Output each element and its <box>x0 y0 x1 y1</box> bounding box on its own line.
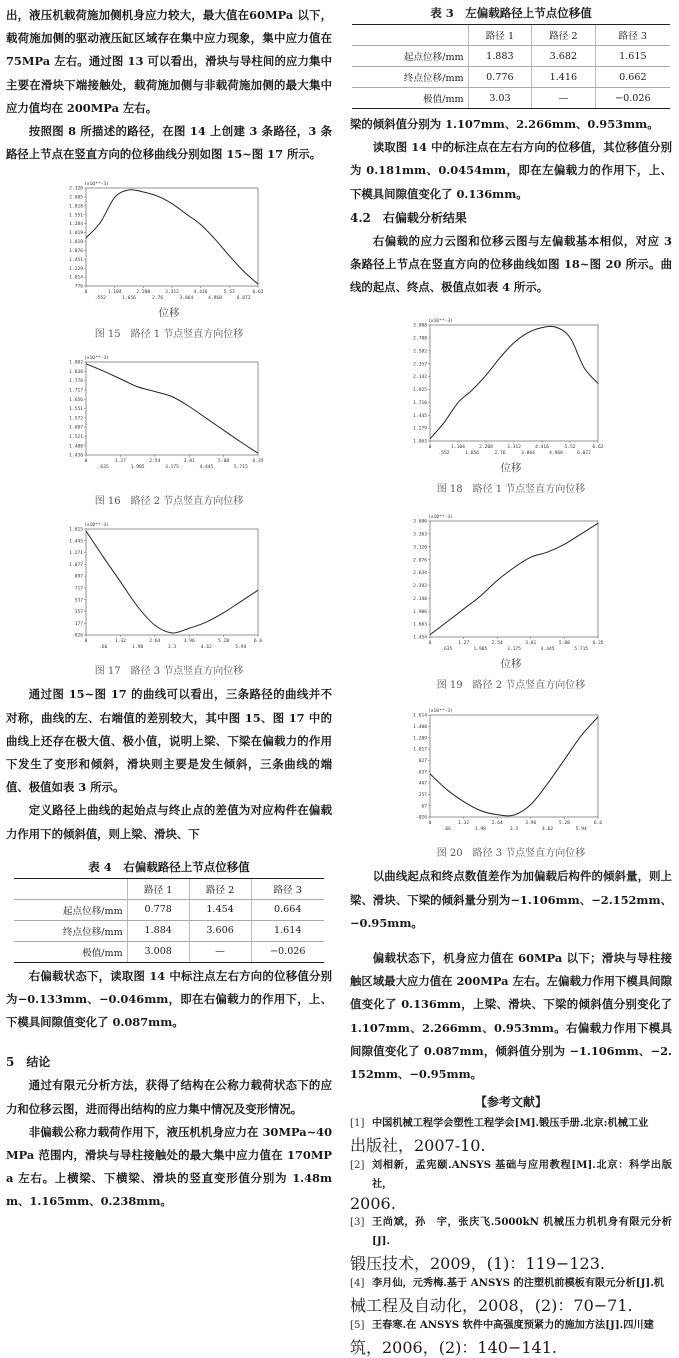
table-row <box>14 941 324 962</box>
x-tick-label: 5.28 <box>558 821 570 827</box>
table3-header-cell: 路径 3 <box>595 25 670 46</box>
table-cell: 起点位移/mm <box>14 899 127 920</box>
x-tick-label: 5.08 <box>218 459 230 465</box>
y-tick-label: 1.521 <box>69 435 83 441</box>
y-tick-label: 1.615 <box>69 528 83 534</box>
table-row <box>352 67 670 88</box>
plot-frame <box>430 521 598 637</box>
table4-header-cell: 路径 2 <box>189 878 251 899</box>
table-cell: 0.778 <box>127 899 189 920</box>
reference-item <box>350 1114 672 1156</box>
y-tick-label: 3.120 <box>413 545 427 551</box>
y-tick-label: 637 <box>418 770 427 776</box>
x-tick-label: 4.968 <box>549 451 563 457</box>
figure-19 <box>350 509 672 693</box>
x-tick-label: 2.54 <box>149 459 161 465</box>
table-cell: 0.776 <box>468 67 531 88</box>
x-tick-label: 1.32 <box>458 821 470 827</box>
reference-number: [3] <box>350 1217 365 1229</box>
y-tick-label: 2.085 <box>69 195 83 201</box>
table-cell: 3.03 <box>468 88 531 109</box>
y-tick-label: 1.710 <box>413 401 427 407</box>
reference-text-cont: 2006. <box>350 1194 396 1214</box>
table-cell: 1.454 <box>189 899 251 920</box>
table4-header-cell: 路径 3 <box>251 878 324 899</box>
x-tick-label: 3.312 <box>507 445 521 451</box>
series-line <box>430 717 598 816</box>
series-line <box>430 524 598 636</box>
paragraph-r1: 梁的倾斜值分别为 1.107mm、2.266mm、0.953mm。 <box>350 117 659 131</box>
table-cell: 终点位移/mm <box>352 67 468 88</box>
x-tick-label: 4.416 <box>535 445 549 451</box>
y-tick-label: 1.408 <box>413 725 427 731</box>
y-tick-label: 1.656 <box>69 398 83 404</box>
x-tick-label: 4.416 <box>193 290 208 296</box>
table-row <box>352 88 670 109</box>
y-tick-label: 2.148 <box>413 597 427 603</box>
x-tick-label: 6.6 <box>253 639 263 645</box>
y-tick-label: 1.663 <box>413 623 427 629</box>
x-tick-label: 3.175 <box>507 647 521 653</box>
x-tick-label: 5.52 <box>564 445 576 451</box>
reference-item <box>350 1274 672 1316</box>
axis-unit-label: (x10**-3) <box>84 182 109 188</box>
y-tick-label: 1.614 <box>413 714 427 720</box>
y-tick-label: 1.838 <box>69 370 83 376</box>
reference-text-cont: 械工程及自动化，2008，(2)：70−71. <box>350 1296 633 1316</box>
table-3 <box>352 24 670 109</box>
y-tick-label: 2.320 <box>69 187 83 193</box>
plot-frame <box>86 188 258 286</box>
y-tick-label: 897 <box>74 575 83 581</box>
y-tick-label: 537 <box>74 598 83 604</box>
x-tick-label: 5.715 <box>574 647 589 653</box>
table-cell: 起点位移/mm <box>352 46 468 67</box>
x-tick-label: 5.715 <box>233 465 248 471</box>
y-tick-label: 1.445 <box>69 539 83 545</box>
left-column <box>6 0 332 1214</box>
reference-text: 中国机械工程学会塑性工程学会[M].锻压手册.北京:机械工业 <box>372 1117 649 1130</box>
paragraph-intro-2: 按照图 8 所描述的路径，在图 14 上创建 3 条路径，3 条路径上节点在竖直方向的位移曲线分别如图 15~图 17 所示。 <box>6 124 332 162</box>
table-cell: 1.615 <box>595 46 670 67</box>
y-tick-label: 717 <box>74 586 83 592</box>
reference-text-cont: 出版社，2007-10. <box>350 1136 486 1156</box>
figure-20 <box>350 703 672 861</box>
x-tick-label: 3.312 <box>165 290 179 296</box>
plot-frame <box>86 362 258 455</box>
series-line <box>430 327 598 439</box>
reference-text: 刘相新，孟宪颐.ANSYS 基础与应用教程[M].北京：科学出版社， <box>372 1159 672 1191</box>
y-tick-label: 1.284 <box>69 222 83 228</box>
y-tick-label: 1.572 <box>69 416 83 422</box>
paragraph-r2: 读取图 14 中的标注点在左右方向的位移值，其位移值分别为 0.181mm、0.0454mm，即在左偏载力的作用下，上、下模具间隙值变化了 0.136mm。 <box>350 140 672 201</box>
references-list <box>350 1114 672 1358</box>
x-tick-label: 1.98 <box>474 827 486 833</box>
x-tick-label: 5.28 <box>218 639 230 645</box>
table-cell: −0.026 <box>251 941 324 962</box>
reference-text-cont: 筑，2006，(2)：140−141. <box>350 1338 557 1358</box>
x-tick-label: 3.175 <box>165 465 179 471</box>
x-tick-label: 1.656 <box>122 296 136 302</box>
y-tick-label: 1.906 <box>413 610 427 616</box>
table-cell: 1.614 <box>251 920 324 941</box>
table-cell: 0.662 <box>595 67 670 88</box>
y-tick-label: 1.014 <box>69 276 83 282</box>
section-5-heading: 5 结论 <box>6 1055 51 1070</box>
reference-item <box>350 1316 672 1358</box>
y-tick-label: 3.606 <box>413 520 427 526</box>
x-tick-label: 1.104 <box>107 290 122 296</box>
reference-text: 李月仙，元秀梅.基于 ANSYS 的注塑机前模板有限元分析[J].机 <box>372 1277 664 1290</box>
y-tick-label: 1.925 <box>413 388 427 394</box>
reference-text: 王尚斌，孙 宇，张庆飞.5000kN 机械压力机机身有限元分析[J]. <box>372 1216 672 1248</box>
y-tick-label: 827 <box>418 759 427 765</box>
table4-caption: 表 4 右偏载路径上节点位移值 <box>88 859 250 874</box>
reference-number: [2] <box>350 1160 365 1172</box>
table-cell: 极值/mm <box>14 941 127 962</box>
x-tick-label: 3.864 <box>521 451 535 457</box>
table-cell: 1.883 <box>468 46 531 67</box>
paragraph-conclusion-1: 通过有限元分析方法，获得了结构在公称力载荷状态下的应力和位移云图，进而得出结构的应力集中情况及变形情况。 <box>6 1078 332 1116</box>
fig18-xlabel: 位移 <box>500 462 522 475</box>
x-tick-label: 6.62 <box>252 290 264 296</box>
y-tick-label: 447 <box>418 782 427 788</box>
y-tick-label: 1.279 <box>413 427 427 433</box>
x-tick-label: 1.905 <box>473 647 488 653</box>
table-cell: −0.026 <box>595 88 670 109</box>
section-4-2-heading: 4.2 右偏载分析结果 <box>350 210 467 225</box>
y-tick-label: 1.607 <box>69 426 83 432</box>
x-tick-label: 2.64 <box>149 639 161 645</box>
y-tick-label: 1.271 <box>69 551 83 557</box>
table3-header-cell: 路径 1 <box>468 25 531 46</box>
x-tick-label: 3.864 <box>179 296 194 302</box>
right-column <box>350 0 672 1358</box>
figure-18 <box>350 313 672 497</box>
table-cell: — <box>189 941 251 962</box>
y-tick-label: 357 <box>74 610 83 616</box>
y-tick-label: 2.788 <box>413 336 427 342</box>
table-cell: 3.682 <box>532 46 595 67</box>
x-tick-label: 2.76 <box>494 451 506 457</box>
table-4 <box>14 878 324 963</box>
y-tick-label: 1.010 <box>69 240 83 246</box>
fig17-caption: 图 17 路径 3 节点竖直方向位移 <box>94 666 244 678</box>
x-tick-label: 0 <box>84 639 88 645</box>
plot-frame <box>430 715 598 817</box>
y-tick-label: 3.008 <box>413 324 427 330</box>
series-line <box>86 190 258 284</box>
x-tick-label: 5.94 <box>235 645 247 651</box>
table-cell: 3.008 <box>127 941 189 962</box>
axis-unit-label: (x10**-3) <box>428 709 453 715</box>
x-tick-label: 6.072 <box>577 451 591 457</box>
x-tick-label: 2.208 <box>479 445 493 451</box>
table-row <box>352 46 670 67</box>
fig15-caption: 图 15 路径 1 节点竖直方向位移 <box>94 329 244 341</box>
x-tick-label: 1.104 <box>451 445 465 451</box>
x-tick-label: .635 <box>97 465 109 471</box>
y-tick-label: 2.357 <box>413 362 427 368</box>
y-tick-label: 776 <box>74 285 83 291</box>
fig19-caption: 图 19 路径 2 节点竖直方向位移 <box>436 680 586 692</box>
y-tick-label: 1.876 <box>69 249 83 255</box>
chart-fig15 <box>6 176 332 306</box>
table-row <box>14 920 324 941</box>
paragraph-r5: 偏载状态下，机身应力值在 60MPa 以下；滑块与导柱接触区域最大应力值在 200MPa 左右。左偏载力作用下模具间隙值变化了 0.136mm，上梁、滑块、下梁的倾斜值分别变化了 1.107mm、2.266mm、0.953mm。右偏载力作用下模具间隙值变化了 0.087mm，倾斜值分别为 −1.106mm、−2.152mm、−0.95mm。 <box>350 951 672 1082</box>
y-tick-label: 2.142 <box>413 375 427 381</box>
table-cell: 1.416 <box>532 67 595 88</box>
y-tick-label: 257 <box>418 793 427 799</box>
y-tick-label: 1.551 <box>69 213 83 219</box>
x-tick-label: 0 <box>428 641 432 647</box>
table4-header-cell: 路径 1 <box>127 878 189 899</box>
figure-17 <box>6 517 332 679</box>
x-tick-label: 4.968 <box>208 296 222 302</box>
series-line <box>86 364 258 453</box>
x-tick-label: 5.08 <box>558 641 570 647</box>
series-line <box>86 531 258 633</box>
y-tick-label: 1.551 <box>69 407 83 413</box>
figure-15 <box>6 176 332 342</box>
table3-header-cell: 路径 2 <box>532 25 595 46</box>
y-tick-label: 1.063 <box>413 440 427 446</box>
x-tick-label: 2.208 <box>136 290 151 296</box>
x-tick-label: 5.94 <box>575 827 587 833</box>
table-cell: 3.606 <box>189 920 251 941</box>
chart-fig18 <box>350 313 672 461</box>
references-heading: 【参考文献】 <box>474 1095 547 1110</box>
x-tick-label: 3.3 <box>509 827 519 833</box>
x-tick-label: .552 <box>94 296 106 302</box>
reference-number: [4] <box>350 1278 365 1290</box>
table3-caption: 表 3 左偏载路径上节点位移值 <box>430 6 592 20</box>
y-tick-label: 1.488 <box>69 444 83 450</box>
x-tick-label: 1.656 <box>465 451 479 457</box>
reference-text: 王春寒.在 ANSYS 软件中高强度预紧力的施加方法[J].四川建 <box>372 1319 654 1332</box>
fig19-xlabel: 位移 <box>500 658 522 671</box>
y-tick-label: 1.445 <box>413 414 427 420</box>
fig20-caption: 图 20 路径 3 节点竖直方向位移 <box>436 848 586 860</box>
axis-unit-label: (x10**-3) <box>84 356 109 362</box>
y-tick-label: 1.454 <box>413 636 427 642</box>
x-tick-label: 0 <box>84 290 88 296</box>
table4-header-row <box>14 878 324 899</box>
y-tick-label: 1.818 <box>69 204 83 210</box>
paragraph-intro-1: 出，液压机载荷施加侧机身应力较大，最大值在60MPa 以下，载荷施加侧的驱动液压缸区域存在集中应力现象，集中应力值在 75MPa 左右。通过图 13 可以看出，滑块与导柱间的应力集中主要在滑块下端接触处，载荷施加侧与非载荷施加侧的最大集中应力值均在 200MPa 左右。 <box>6 8 332 115</box>
x-tick-label: 2.64 <box>491 821 503 827</box>
y-tick-label: 1.209 <box>413 736 427 742</box>
x-tick-label: 4.62 <box>200 645 212 651</box>
x-tick-label: 4.445 <box>540 647 555 653</box>
x-tick-label: 0 <box>428 445 432 451</box>
y-tick-label: 1.882 <box>69 361 83 367</box>
reference-item <box>350 1156 672 1213</box>
paragraph-mid-1: 通过图 15~图 17 的曲线可以看出，三条路径的曲线并不对称，曲线的左、右端值的差别较大，其中图 15、图 17 中的曲线上还存在极大值、极小值，说明上梁、下梁在偏载力的作用下发生了变形和倾斜，滑块则主要是发生倾斜，三条曲线的端值、极值如表 3 所示。 <box>6 687 332 795</box>
x-tick-label: 0 <box>84 459 88 465</box>
table-cell: 终点位移/mm <box>14 920 127 941</box>
table-cell: 1.884 <box>127 920 189 941</box>
x-tick-label: 3.81 <box>183 459 195 465</box>
x-tick-label: 6.6 <box>593 821 603 827</box>
figure-16 <box>6 350 332 509</box>
fig18-caption: 图 18 路径 1 节点竖直方向位移 <box>436 484 586 496</box>
table4-header-cell <box>14 878 127 899</box>
table3-header-row <box>352 25 670 46</box>
chart-fig19 <box>350 509 672 657</box>
axis-unit-label: (x10**-3) <box>84 523 109 529</box>
x-tick-label: 1.98 <box>132 645 144 651</box>
x-tick-label: .552 <box>438 451 450 457</box>
paragraph-conclusion-2: 非偏载公称力载荷作用下，液压机机身应力在 30MPa~40MPa 范围内，滑块与导柱接触处的最大集中应力值在 170MPa 左右。上横梁、下横梁、滑块的竖直变形值分别为 1.48mm、1.165mm、0.238mm。 <box>6 1124 332 1209</box>
y-tick-label: 2.392 <box>413 584 427 590</box>
table-cell: 0.664 <box>251 899 324 920</box>
x-tick-label: 1.905 <box>130 465 145 471</box>
x-tick-label: 3.3 <box>167 645 177 651</box>
axis-unit-label: (x10**-3) <box>428 515 453 521</box>
fig16-caption: 图 16 路径 2 节点竖直方向位移 <box>94 496 244 508</box>
chart-fig20 <box>350 703 672 837</box>
x-tick-label: 6.35 <box>252 459 264 465</box>
x-tick-label: 0 <box>428 821 432 827</box>
chart-fig17 <box>6 517 332 655</box>
reference-number: [5] <box>350 1320 365 1332</box>
x-tick-label: 6.072 <box>236 296 251 302</box>
plot-frame <box>86 529 258 635</box>
reference-item <box>350 1213 672 1274</box>
x-tick-label: 1.27 <box>114 459 126 465</box>
y-tick-label: 1.717 <box>69 388 83 394</box>
reference-number: [1] <box>350 1118 365 1130</box>
y-tick-label: 1.778 <box>69 379 83 385</box>
table-cell: — <box>532 88 595 109</box>
axis-unit-label: (x10**-3) <box>428 319 453 325</box>
x-tick-label: 2.76 <box>152 296 164 302</box>
table3-header-cell <box>352 25 468 46</box>
y-tick-label: 3.363 <box>413 532 427 538</box>
table-cell: 极值/mm <box>352 88 468 109</box>
x-tick-label: 5.52 <box>223 290 235 296</box>
paragraph-after-table4: 右偏载状态下，读取图 14 中标注点左右方向的位移值分别为−0.133mm、−0.046mm，即在右偏载力的作用下，上、下模具间隙值变化了 0.087mm。 <box>6 968 332 1030</box>
x-tick-label: 4.62 <box>542 827 554 833</box>
x-tick-label: 6.35 <box>592 641 604 647</box>
y-tick-label: 67 <box>421 804 427 810</box>
y-tick-label: 1.019 <box>69 231 83 237</box>
paragraph-mid-2: 定义路径上曲线的起始点与终止点的差值为对应构件在偏载力作用下的倾斜值，则上梁、滑块、下 <box>6 803 332 841</box>
x-tick-label: 3.96 <box>525 821 537 827</box>
y-tick-label: 1.438 <box>69 454 83 460</box>
paragraph-r4: 以曲线起点和终点数值差作为加偏载后构件的倾斜量，则上梁、滑块、下梁的倾斜量分别为−1.106mm、−2.152mm、−0.95mm。 <box>350 869 672 930</box>
y-tick-label: 1.229 <box>69 267 83 273</box>
x-tick-label: .66 <box>442 827 451 833</box>
x-tick-label: 6.62 <box>592 445 604 451</box>
y-tick-label: 2.582 <box>413 349 427 355</box>
x-tick-label: 1.27 <box>458 641 470 647</box>
reference-text-cont: 锻压技术，2009，(1)：119−123. <box>350 1254 605 1274</box>
y-tick-label: -026 <box>415 816 427 822</box>
y-tick-label: 2.876 <box>413 558 427 564</box>
y-tick-label: -026 <box>71 634 83 640</box>
y-tick-label: 1.077 <box>69 563 83 569</box>
chart-fig16 <box>6 350 332 475</box>
x-tick-label: 1.32 <box>114 639 126 645</box>
y-tick-label: 177 <box>74 622 83 628</box>
x-tick-label: .66 <box>99 645 108 651</box>
y-tick-label: 2.634 <box>413 571 427 577</box>
x-tick-label: .635 <box>441 647 453 653</box>
paragraph-r3: 右偏载的应力云图和位移云图与左偏载基本相似，对应 3 条路径上节点在竖直方向的位移曲线如图 18~图 20 所示。曲线的起点、终点、极值点如表 4 所示。 <box>350 233 672 295</box>
x-tick-label: 3.81 <box>525 641 537 647</box>
x-tick-label: 2.54 <box>491 641 503 647</box>
table-row <box>14 899 324 920</box>
y-tick-label: 1.017 <box>413 748 427 754</box>
fig15-xlabel: 位移 <box>158 307 180 320</box>
x-tick-label: 4.445 <box>199 465 214 471</box>
y-tick-label: 1.451 <box>69 258 83 264</box>
x-tick-label: 3.96 <box>183 639 195 645</box>
